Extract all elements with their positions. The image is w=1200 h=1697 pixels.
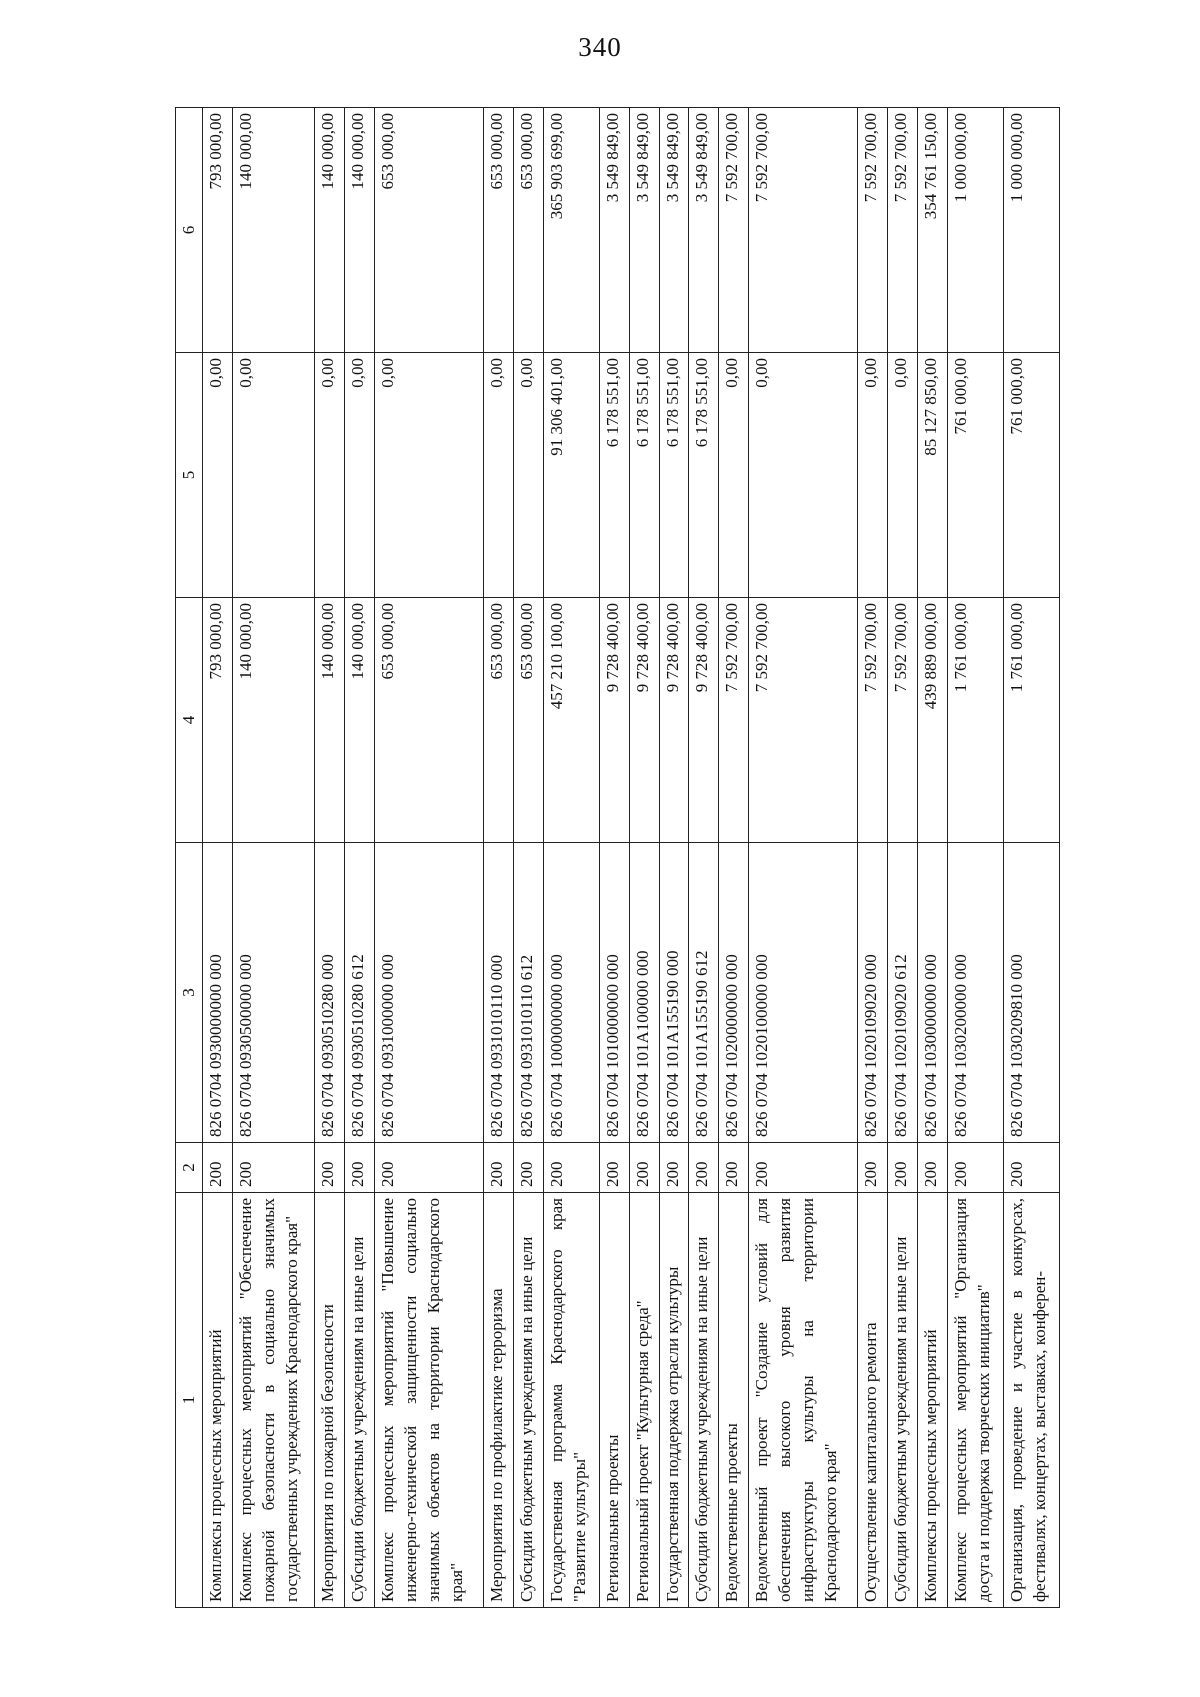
row-budget-code-cell: 826 0704 101A155190 612 (689, 843, 719, 1143)
row-value-col5-cell: 0,00 (858, 353, 888, 598)
row-name-cell: Региональные проекты (599, 1193, 629, 1608)
row-value-col4-cell: 7 592 700,00 (749, 598, 858, 843)
row-value-col6-cell: 1 000 000,00 (1003, 108, 1059, 353)
row-name-cell: Государственная поддержка отрасли культуры (659, 1193, 689, 1608)
row-value-col5-cell: 91 306 401,00 (543, 353, 599, 598)
row-code-200-cell: 200 (232, 1143, 315, 1193)
table-row (887, 108, 917, 1608)
row-name-cell: Комплексы процессных мероприятий (203, 1193, 233, 1608)
row-value-col4-cell: 140 000,00 (345, 598, 375, 843)
row-budget-code-cell: 826 0704 0930000000 000 (203, 843, 233, 1143)
row-value-col5-cell: 0,00 (203, 353, 233, 598)
row-code-200-cell: 200 (659, 1143, 689, 1193)
row-value-col5-cell: 0,00 (345, 353, 375, 598)
row-value-col6-cell: 653 000,00 (375, 108, 484, 353)
row-value-col4-cell: 653 000,00 (375, 598, 484, 843)
row-value-col4-cell: 7 592 700,00 (719, 598, 749, 843)
row-name-cell: Субсидии бюджетным учреждениям на иные цели (513, 1193, 543, 1608)
row-code-200-cell: 200 (599, 1143, 629, 1193)
row-name-cell: Субсидии бюджетным учреждениям на иные цели (689, 1193, 719, 1608)
row-code-200-cell: 200 (749, 1143, 858, 1193)
row-name-cell: Субсидии бюджетным учреждениям на иные цели (887, 1193, 917, 1608)
row-code-200-cell: 200 (947, 1143, 1003, 1193)
row-name-cell: Комплекс процессных мероприятий "Повышение инженерно-технической защищенности социально значимых объектов на территории Краснодарского края" (375, 1193, 484, 1608)
table-row (543, 108, 599, 1608)
row-budget-code-cell: 826 0704 1030000000 000 (917, 843, 947, 1143)
row-value-col4-cell: 793 000,00 (203, 598, 233, 843)
row-budget-code-cell: 826 0704 0930510280 000 (315, 843, 345, 1143)
table-row (689, 108, 719, 1608)
row-value-col5-cell: 6 178 551,00 (689, 353, 719, 598)
row-budget-code-cell: 826 0704 1010000000 000 (599, 843, 629, 1143)
row-code-200-cell: 200 (375, 1143, 484, 1193)
row-value-col5-cell: 0,00 (484, 353, 514, 598)
row-value-col6-cell: 365 903 699,00 (543, 108, 599, 353)
row-code-200-cell: 200 (203, 1143, 233, 1193)
row-value-col5-cell: 761 000,00 (1003, 353, 1059, 598)
table-row (232, 108, 315, 1608)
row-value-col4-cell: 140 000,00 (315, 598, 345, 843)
row-value-col6-cell: 3 549 849,00 (689, 108, 719, 353)
row-name-cell: Комплекс процессных мероприятий "Обеспечение пожарной безопасности в социально значимых государственных учреждениях Краснодарского края" (232, 1193, 315, 1608)
row-code-200-cell: 200 (629, 1143, 659, 1193)
table-row (947, 108, 1003, 1608)
table-row (375, 108, 484, 1608)
table-row (749, 108, 858, 1608)
row-name-cell: Региональный проект "Культурная среда" (629, 1193, 659, 1608)
table-row (917, 108, 947, 1608)
table-row (629, 108, 659, 1608)
row-code-200-cell: 200 (689, 1143, 719, 1193)
row-value-col4-cell: 457 210 100,00 (543, 598, 599, 843)
row-value-col4-cell: 7 592 700,00 (858, 598, 888, 843)
row-name-cell: Комплексы процессных мероприятий (917, 1193, 947, 1608)
row-name-cell: Субсидии бюджетным учреждениям на иные цели (345, 1193, 375, 1608)
row-budget-code-cell: 826 0704 1020109020 612 (887, 843, 917, 1143)
row-budget-code-cell: 826 0704 0930500000 000 (232, 843, 315, 1143)
row-budget-code-cell: 826 0704 1030200000 000 (947, 843, 1003, 1143)
table-row (513, 108, 543, 1608)
table-row (315, 108, 345, 1608)
row-value-col6-cell: 140 000,00 (232, 108, 315, 353)
row-value-col5-cell: 0,00 (315, 353, 345, 598)
row-value-col4-cell: 140 000,00 (232, 598, 315, 843)
row-value-col5-cell: 6 178 551,00 (659, 353, 689, 598)
row-budget-code-cell: 826 0704 1000000000 000 (543, 843, 599, 1143)
row-budget-code-cell: 826 0704 0931010110 612 (513, 843, 543, 1143)
table-row (345, 108, 375, 1608)
row-budget-code-cell: 826 0704 1020000000 000 (719, 843, 749, 1143)
row-value-col6-cell: 793 000,00 (203, 108, 233, 353)
row-value-col5-cell: 0,00 (232, 353, 315, 598)
row-name-cell: Мероприятия по пожарной безопасности (315, 1193, 345, 1608)
row-name-cell: Организация, проведение и участие в конкурсах, фестивалях, концертах, выставках, конферен- (1003, 1193, 1059, 1608)
row-budget-code-cell: 826 0704 101A100000 000 (629, 843, 659, 1143)
rotated-table-wrapper (175, 108, 1060, 1608)
row-value-col5-cell: 6 178 551,00 (599, 353, 629, 598)
row-code-200-cell: 200 (858, 1143, 888, 1193)
budget-table (175, 107, 1060, 1608)
table-row (599, 108, 629, 1608)
row-name-cell: Мероприятия по профилактике терроризма (484, 1193, 514, 1608)
row-name-cell: Государственная программа Краснодарского края "Развитие культуры" (543, 1193, 599, 1608)
row-budget-code-cell: 826 0704 101A155190 000 (659, 843, 689, 1143)
row-name-cell: Осуществление капитального ремонта (858, 1193, 888, 1608)
row-value-col6-cell: 653 000,00 (513, 108, 543, 353)
column-number: 5 (176, 353, 203, 598)
row-value-col4-cell: 653 000,00 (484, 598, 514, 843)
row-value-col4-cell: 653 000,00 (513, 598, 543, 843)
row-value-col5-cell: 761 000,00 (947, 353, 1003, 598)
row-value-col6-cell: 140 000,00 (315, 108, 345, 353)
table-row (203, 108, 233, 1608)
row-value-col4-cell: 9 728 400,00 (629, 598, 659, 843)
table-row (1003, 108, 1059, 1608)
table-row (858, 108, 888, 1608)
row-code-200-cell: 200 (887, 1143, 917, 1193)
row-value-col6-cell: 653 000,00 (484, 108, 514, 353)
row-code-200-cell: 200 (315, 1143, 345, 1193)
row-value-col5-cell: 85 127 850,00 (917, 353, 947, 598)
table-body (176, 108, 1060, 1608)
row-code-200-cell: 200 (484, 1143, 514, 1193)
row-name-cell: Ведомственный проект "Создание условий для обеспечения высокого уровня развития инфраструктуры культуры на территории Краснодарского края" (749, 1193, 858, 1608)
row-value-col6-cell: 354 761 150,00 (917, 108, 947, 353)
row-value-col4-cell: 9 728 400,00 (659, 598, 689, 843)
row-value-col6-cell: 3 549 849,00 (659, 108, 689, 353)
row-name-cell: Ведомственные проекты (719, 1193, 749, 1608)
row-code-200-cell: 200 (543, 1143, 599, 1193)
column-number-row (176, 108, 203, 1608)
page-number: 340 (578, 32, 622, 62)
table-row (659, 108, 689, 1608)
row-value-col6-cell: 3 549 849,00 (629, 108, 659, 353)
column-number: 2 (176, 1143, 203, 1193)
row-value-col6-cell: 7 592 700,00 (887, 108, 917, 353)
row-value-col5-cell: 0,00 (513, 353, 543, 598)
row-value-col5-cell: 0,00 (749, 353, 858, 598)
row-budget-code-cell: 826 0704 1020100000 000 (749, 843, 858, 1143)
row-name-cell: Комплекс процессных мероприятий "Организация досуга и поддержка творческих инициатив" (947, 1193, 1003, 1608)
row-code-200-cell: 200 (1003, 1143, 1059, 1193)
row-code-200-cell: 200 (917, 1143, 947, 1193)
row-budget-code-cell: 826 0704 0931000000 000 (375, 843, 484, 1143)
row-value-col4-cell: 7 592 700,00 (887, 598, 917, 843)
table-row (484, 108, 514, 1608)
row-value-col5-cell: 6 178 551,00 (629, 353, 659, 598)
row-budget-code-cell: 826 0704 0930510280 612 (345, 843, 375, 1143)
row-value-col4-cell: 439 889 000,00 (917, 598, 947, 843)
row-value-col6-cell: 1 000 000,00 (947, 108, 1003, 353)
row-budget-code-cell: 826 0704 1030209810 000 (1003, 843, 1059, 1143)
row-value-col4-cell: 9 728 400,00 (689, 598, 719, 843)
column-number: 1 (176, 1193, 203, 1608)
row-code-200-cell: 200 (345, 1143, 375, 1193)
row-value-col4-cell: 1 761 000,00 (947, 598, 1003, 843)
row-value-col6-cell: 140 000,00 (345, 108, 375, 353)
row-value-col6-cell: 7 592 700,00 (749, 108, 858, 353)
row-code-200-cell: 200 (719, 1143, 749, 1193)
row-value-col5-cell: 0,00 (887, 353, 917, 598)
table-row (719, 108, 749, 1608)
row-value-col5-cell: 0,00 (375, 353, 484, 598)
row-value-col6-cell: 7 592 700,00 (858, 108, 888, 353)
row-budget-code-cell: 826 0704 1020109020 000 (858, 843, 888, 1143)
row-budget-code-cell: 826 0704 0931010110 000 (484, 843, 514, 1143)
column-number: 6 (176, 108, 203, 353)
row-code-200-cell: 200 (513, 1143, 543, 1193)
row-value-col5-cell: 0,00 (719, 353, 749, 598)
row-value-col4-cell: 9 728 400,00 (599, 598, 629, 843)
row-value-col6-cell: 3 549 849,00 (599, 108, 629, 353)
column-number: 3 (176, 843, 203, 1143)
row-value-col4-cell: 1 761 000,00 (1003, 598, 1059, 843)
row-value-col6-cell: 7 592 700,00 (719, 108, 749, 353)
column-number: 4 (176, 598, 203, 843)
